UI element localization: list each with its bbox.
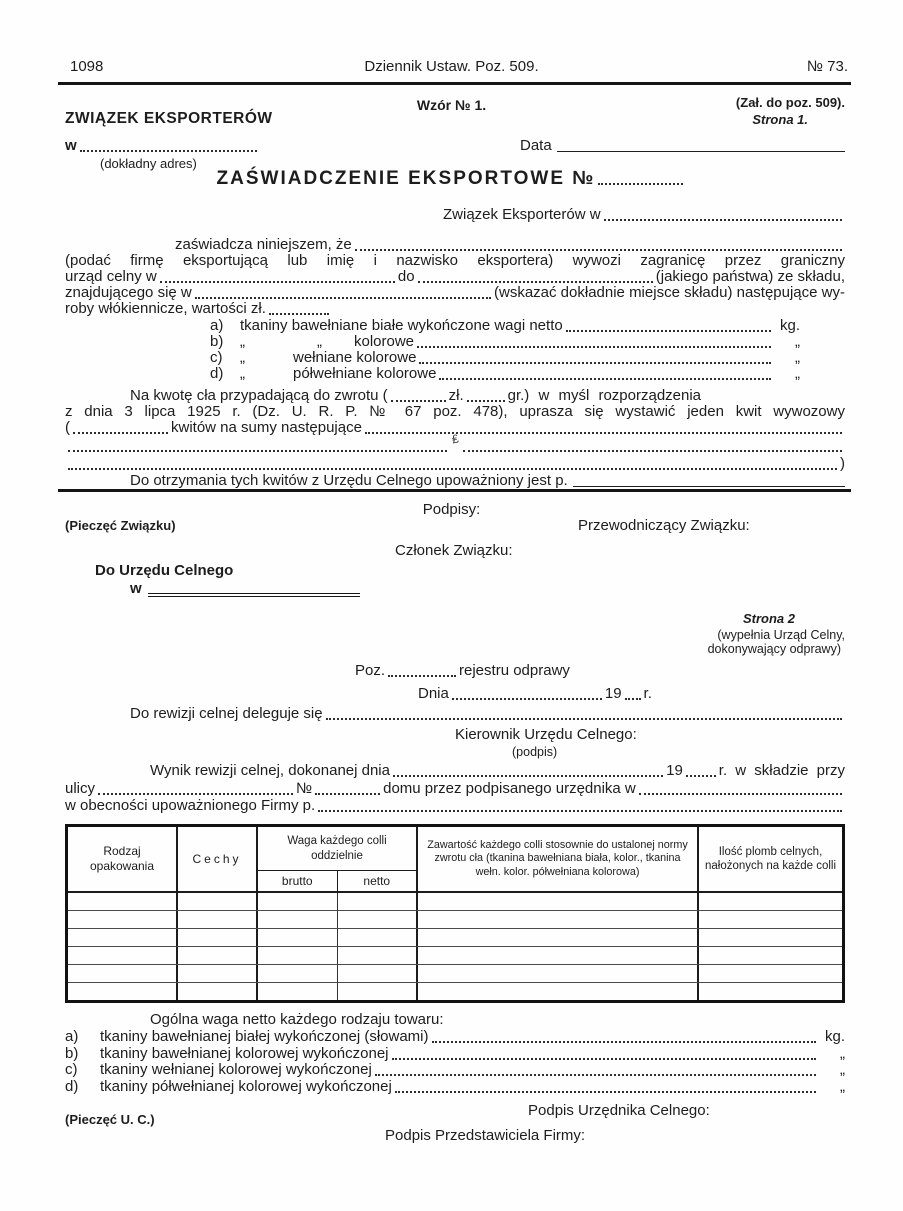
date-label: Data <box>520 137 552 154</box>
signature-note-text: (podpis) <box>512 745 558 759</box>
inspection-line-1 <box>150 762 845 779</box>
customs-office-address <box>95 562 233 579</box>
house-number-blank-field <box>315 781 380 795</box>
totals-a-unit: kg. <box>824 1028 845 1045</box>
form-title-line <box>0 170 903 187</box>
totals-b-unit: „ <box>840 1045 845 1062</box>
goods-row-a <box>210 317 800 334</box>
customs-fill-note-2 <box>708 641 841 658</box>
totals-d-blank-field <box>395 1079 816 1093</box>
customs-office-address-text: Do Urzędu Celnego <box>95 562 234 579</box>
goods-row-d <box>210 365 800 382</box>
refund-line-1 <box>130 387 845 404</box>
table-empty-row <box>68 911 842 929</box>
totals-b-text: tkaniny bawełnianej kolorowej wykończonej <box>100 1045 389 1062</box>
form-title: ZAŚWIADCZENIE EKSPORTOWE № <box>216 168 596 189</box>
poz-label: Poz. <box>355 662 386 679</box>
totals-row-a <box>65 1028 845 1045</box>
delegation-label: Do rewizji celnej deleguje się <box>130 705 323 722</box>
refund-line-2 <box>65 403 845 420</box>
col-packaging-line1: Rodzaj <box>103 844 141 858</box>
totals-d-unit: „ <box>840 1078 845 1095</box>
col-seals-header <box>699 827 842 891</box>
ditto-mark: „ <box>240 365 245 382</box>
attachment-ref <box>736 94 845 111</box>
sums-blank-field-2 <box>68 438 447 452</box>
item-c-unit: „ <box>795 349 800 366</box>
item-d-label: d) <box>210 365 224 382</box>
clearance-date-blank-field <box>452 686 602 700</box>
item-c-text: wełniane kolorowe <box>293 349 417 366</box>
year-prefix: 19 <box>604 685 622 702</box>
wzor-text: Wzór № 1. <box>416 97 487 113</box>
chairman-text: Przewodniczący Związku: <box>578 517 750 534</box>
firm-representative-text: Podpis Przedstawiciela Firmy: <box>385 1127 586 1144</box>
regulation-reference: z dnia 3 lipca 1925 r. (Dz. U. R. P. № 67 poz. 478), uprasza się wystawić jeden kwit wywozowy <box>65 403 845 420</box>
association-text: Związek Eksporterów w <box>443 206 601 223</box>
totals-a-text: tkaniny bawełnianej białej wykończonej (słowami) <box>100 1028 429 1045</box>
receipts-count-blank-field <box>73 420 168 434</box>
refund-line-4 <box>65 431 845 454</box>
association-seal-text: (Pieczęć Związku) <box>65 518 176 533</box>
sums-blank-field-4 <box>68 456 837 470</box>
r-label: r. <box>643 685 652 702</box>
item-a-label: a) <box>210 317 224 334</box>
col-contents-header <box>418 827 699 891</box>
table-empty-row <box>68 893 842 911</box>
item-b-text: kolorowe <box>354 333 415 350</box>
item-c-blank-field <box>419 350 771 364</box>
col-seals-text: Ilość plomb celnych, nałożonych na każde colli <box>704 845 837 872</box>
zal-text: (Zał. do poz. 509). <box>735 95 845 110</box>
item-c-label: c) <box>210 349 223 366</box>
body-line-5 <box>65 300 845 317</box>
chairman-signature-label <box>578 517 750 534</box>
col-marks-header <box>178 827 258 891</box>
refund-gr-blank-field <box>467 388 505 402</box>
customs-office-city-line <box>130 579 360 597</box>
issuer-city-line <box>65 137 260 154</box>
date-blank-field <box>557 139 845 152</box>
inspection-line-3 <box>65 797 845 814</box>
customs-office-label: urząd celny w <box>65 268 157 285</box>
issuer-name <box>65 110 273 127</box>
firm-representative-signature-label <box>385 1127 585 1144</box>
totals-d-text: tkaniny półwełnianej kolorowej wykończonej <box>100 1078 392 1095</box>
totals-b-label: b) <box>65 1045 79 1062</box>
table-empty-row <box>68 965 842 983</box>
page-1-label <box>752 111 808 128</box>
masthead-issue-number <box>807 58 848 75</box>
section-rule <box>58 489 851 492</box>
association-seal-note <box>65 517 176 534</box>
date-line <box>520 137 845 154</box>
ditto-mark: „ <box>317 333 322 350</box>
inspection-year-blank-field <box>686 763 716 777</box>
inspection-tail: r. w składzie przy <box>718 762 845 779</box>
col-netto-header: netto <box>337 871 417 891</box>
authorized-person-blank-field <box>573 474 845 487</box>
customs-city-blank-field <box>148 579 360 597</box>
warehouse-label: znajdującego się w <box>65 284 192 301</box>
exporter-name-blank-field <box>355 237 842 251</box>
goods-table-header <box>68 827 842 893</box>
totals-row-c <box>65 1061 845 1078</box>
totals-row-d <box>65 1078 845 1095</box>
col-weight-subheader <box>258 871 416 891</box>
strona1-text: Strona 1. <box>752 112 808 127</box>
customs-w-label: w <box>130 580 142 597</box>
goods-row-b <box>210 333 800 350</box>
goods-table <box>65 824 845 1003</box>
col-weight-title: Waga każdego colli oddzielnie <box>258 827 416 871</box>
year-blank-field <box>625 686 641 700</box>
association-line <box>443 206 845 223</box>
body-line-1-text: zaświadcza niniejszem, że <box>175 236 352 253</box>
house-number-label: № <box>296 780 313 797</box>
ink-smudge-mark: ₤ <box>450 431 460 447</box>
item-d-unit: „ <box>795 365 800 382</box>
totals-c-text: tkaniny wełnianej kolorowej wykończonej <box>100 1061 372 1078</box>
page-number-text: 1098 <box>70 58 104 75</box>
customs-seal-text: (Pieczęć U. C.) <box>65 1112 155 1127</box>
customs-office-blank-field <box>160 269 395 283</box>
totals-c-blank-field <box>375 1062 816 1076</box>
address-note-text: (dokładny adres) <box>100 156 197 171</box>
totals-a-label: a) <box>65 1028 79 1045</box>
sums-blank-field-3 <box>463 438 842 452</box>
col-packaging-header <box>68 827 178 891</box>
sums-blank-field <box>365 420 842 434</box>
member-text: Członek Związku: <box>395 542 513 559</box>
dnia-label: Dnia <box>418 685 449 702</box>
customs-seal-note <box>65 1111 155 1128</box>
item-a-text: tkaniny bawełniane białe wykończone wagi netto <box>240 317 563 334</box>
authorized-person-line <box>130 472 845 489</box>
strona2-text: Strona 2 <box>742 611 795 626</box>
body-line-3 <box>65 268 845 285</box>
journal-title-text: Dziennik Ustaw. Poz. 509. <box>364 58 539 75</box>
registry-label: rejestru odprawy <box>459 662 570 679</box>
table-empty-row <box>68 947 842 965</box>
ditto-mark: „ <box>240 333 245 350</box>
item-a-blank-field <box>566 318 771 332</box>
open-paren: ( <box>65 419 70 436</box>
customs-officer-signature-label <box>528 1102 710 1119</box>
issuer-city-blank-field <box>80 138 257 152</box>
registry-position-line <box>355 662 635 679</box>
masthead-rule <box>58 82 851 85</box>
delegation-line <box>130 705 845 722</box>
issue-number-text: № 73. <box>806 58 848 75</box>
col-weight-header <box>258 827 418 891</box>
customs-officer-text: Podpis Urzędnika Celnego: <box>528 1102 710 1119</box>
totals-c-label: c) <box>65 1061 78 1078</box>
item-a-unit: kg. <box>779 317 800 334</box>
inspection-date-blank-field <box>393 763 663 777</box>
body-line-2-text: (podać firmę eksportującą lub imię i nazwisko eksportera) wywozi zagranicę przez graniczny <box>65 252 845 269</box>
totals-heading-text: Ogólna waga netto każdego rodzaju towaru: <box>150 1011 444 1028</box>
issuer-name-text: ZWIĄZEK EKSPORTERÓW <box>65 110 273 127</box>
signatures-heading-text: Podpisy: <box>422 501 481 518</box>
col-contents-text: Zawartość każdego colli stosownie do ustalonej normy zwrotu cła (tkanina bawełniana biała, kolor., tkanina wełn. kolor. półwełniana kolorowa) <box>427 838 688 878</box>
delegation-blank-field <box>326 706 842 720</box>
warehouse-blank-field <box>195 285 491 299</box>
item-b-label: b) <box>210 333 224 350</box>
col-packaging-line2: opakowania <box>89 859 155 873</box>
totals-heading <box>150 1011 444 1028</box>
totals-d-label: d) <box>65 1078 79 1095</box>
value-label: roby włókiennicze, wartości zł. <box>65 300 266 317</box>
inspection-year-prefix: 19 <box>666 762 683 779</box>
totals-c-unit: „ <box>840 1061 845 1078</box>
refund-zl-blank-field <box>391 388 446 402</box>
country-blank-field <box>418 269 653 283</box>
signatures-heading <box>0 501 903 518</box>
firm-presence-label: w obecności upoważnionego Firmy p. <box>65 797 316 814</box>
association-city-blank-field <box>604 207 842 221</box>
body-line-2 <box>65 252 845 269</box>
zl-label: zł. <box>448 387 464 404</box>
to-label: do <box>397 268 415 285</box>
table-empty-row <box>68 929 842 947</box>
customs-head-text: Kierownik Urzędu Celnego: <box>455 726 637 743</box>
body-line-4 <box>65 284 845 301</box>
page-2-label <box>743 610 795 627</box>
official-city-blank-field <box>639 781 842 795</box>
refund-tail: gr.) w myśl rozporządzenia <box>507 387 702 404</box>
item-b-unit: „ <box>795 333 800 350</box>
item-b-blank-field <box>417 334 771 348</box>
customs-head-label <box>455 726 637 743</box>
masthead-journal-title <box>0 58 903 75</box>
official-text: domu przez podpisanego urzędnika w <box>383 780 636 797</box>
col-brutto-header: brutto <box>281 873 313 888</box>
certificate-number-blank-field <box>598 171 683 185</box>
member-signature-label <box>395 542 513 559</box>
receipts-text: kwitów na sumy następujące <box>171 419 362 436</box>
country-note: (jakiego państwa) ze składu, <box>655 268 846 285</box>
table-empty-row <box>68 983 842 1000</box>
totals-a-blank-field <box>432 1029 817 1043</box>
street-label: ulicy <box>65 780 96 797</box>
totals-row-b <box>65 1045 845 1062</box>
inspection-line-2 <box>65 780 845 797</box>
customs-fill-note-1-text: (wypełnia Urząd Celny, <box>717 628 845 642</box>
poz-blank-field <box>388 663 456 677</box>
item-d-text: półwełniane kolorowe <box>293 365 437 382</box>
customs-fill-note-2-text: dokonywający odprawy) <box>707 642 841 656</box>
col-marks-text: Cechy <box>192 851 242 866</box>
close-paren: ) <box>840 455 845 472</box>
goods-row-c <box>210 349 800 366</box>
totals-b-blank-field <box>392 1046 817 1060</box>
firm-representative-blank-field <box>318 798 842 812</box>
warehouse-note: (wskazać dokładnie miejsce składu) następujące wy- <box>494 284 845 301</box>
ditto-mark: „ <box>240 349 245 366</box>
authorized-person-label: Do otrzymania tych kwitów z Urzędu Celnego upoważniony jest p. <box>130 472 568 489</box>
item-d-blank-field <box>439 366 771 380</box>
issuer-w-label: w <box>65 137 77 154</box>
value-blank-field <box>269 301 329 315</box>
inspection-intro: Wynik rewizji celnej, dokonanej dnia <box>150 762 390 779</box>
refund-intro: Na kwotę cła przypadającą do zwrotu ( <box>130 387 388 404</box>
street-blank-field <box>98 781 293 795</box>
signature-note <box>512 744 557 761</box>
body-line-1 <box>175 236 845 253</box>
clearance-date-line <box>418 685 673 702</box>
refund-line-5 <box>65 455 845 472</box>
